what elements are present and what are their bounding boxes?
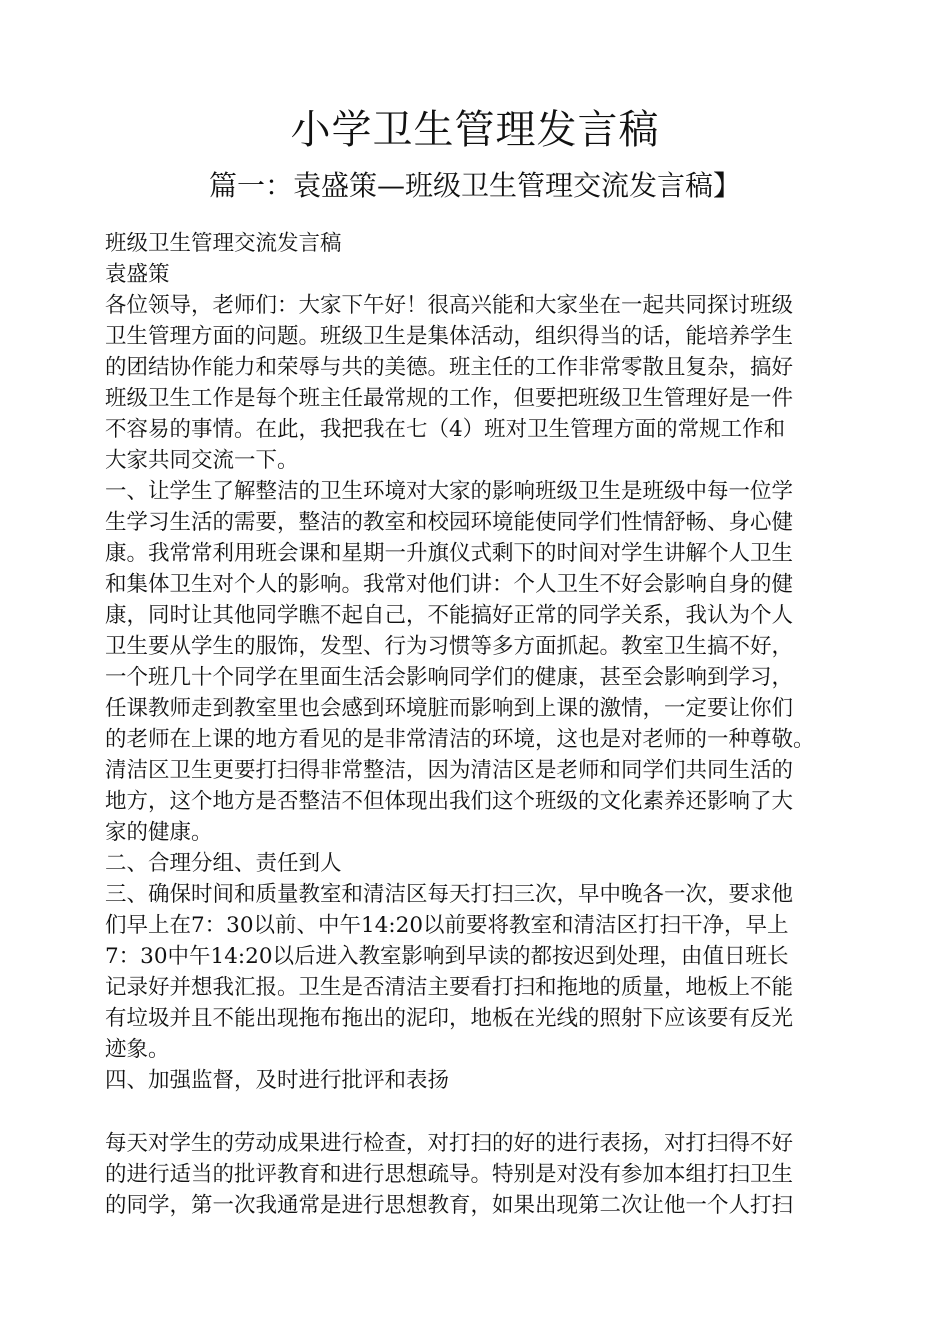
- paragraph-line: 卫生要从学生的服饰，发型、行为习惯等多方面抓起。教室卫生搞不好，: [105, 634, 794, 659]
- document-title: 小学卫生管理发言稿: [290, 107, 660, 153]
- paragraph-line: 的同学，第一次我通常是进行思想教育，如果出现第二次让他一个人打扫: [105, 1193, 794, 1218]
- paragraph-line: 不容易的事情。在此，我把我在七（4）班对卫生管理方面的常规工作和: [105, 417, 786, 442]
- paragraph-line: 卫生管理方面的问题。班级卫生是集体活动，组织得当的话，能培养学生: [105, 324, 794, 349]
- paragraph-line: 康。我常常利用班会课和星期一升旗仪式剩下的时间对学生讲解个人卫生: [105, 541, 794, 566]
- paragraph-line: 生学习生活的需要，整洁的教室和校园环境能使同学们性情舒畅、身心健: [105, 510, 794, 535]
- paragraph-line: 大家共同交流一下。: [105, 448, 299, 473]
- paragraph-line: 四、加强监督，及时进行批评和表扬: [105, 1068, 450, 1093]
- paragraph-line: 班级卫生工作是每个班主任最常规的工作，但要把班级卫生管理好是一件: [105, 386, 794, 411]
- document-body: [105, 228, 865, 1221]
- paragraph-line: 有垃圾并且不能出现拖布拖出的泥印，地板在光线的照射下应该要有反光: [105, 1006, 794, 1031]
- paragraph-line: 二、合理分组、责任到人: [105, 851, 342, 876]
- paragraph-line: 三、确保时间和质量教室和清洁区每天打扫三次，早中晚各一次，要求他: [105, 882, 794, 907]
- paragraph-line: 一、让学生了解整洁的卫生环境对大家的影响班级卫生是班级中每一位学: [105, 479, 794, 504]
- paragraph-line: 和集体卫生对个人的影响。我常对他们讲：个人卫生不好会影响自身的健: [105, 572, 794, 597]
- paragraph-line: 班级卫生管理交流发言稿: [105, 231, 342, 256]
- paragraph-gap: [105, 1096, 865, 1128]
- paragraph-line: 家的健康。: [105, 820, 213, 845]
- paragraph-line: 的老师在上课的地方看见的是非常清洁的环境，这也是对老师的一种尊敬。: [105, 727, 815, 752]
- paragraph-line: 袁盛策: [105, 262, 170, 287]
- paragraph-line: 各位领导，老师们：大家下午好！很高兴能和大家坐在一起共同探讨班级: [105, 293, 794, 318]
- paragraph-line: 的进行适当的批评教育和进行思想疏导。特别是对没有参加本组打扫卫生: [105, 1162, 794, 1187]
- paragraph-line: 记录好并想我汇报。卫生是否清洁主要看打扫和拖地的质量，地板上不能: [105, 975, 794, 1000]
- paragraph-line: 康，同时让其他同学瞧不起自己，不能搞好正常的同学关系，我认为个人: [105, 603, 794, 628]
- paragraph-line: 迹象。: [105, 1037, 170, 1062]
- paragraph-line: 们早上在7：30以前、中午14:20以前要将教室和清洁区打扫干净，早上: [105, 913, 789, 938]
- paragraph-line: 一个班几十个同学在里面生活会影响同学们的健康，甚至会影响到学习，: [105, 665, 794, 690]
- paragraph-line: 7：30中午14:20以后进入教室影响到早读的都按迟到处理，由值日班长: [105, 944, 789, 969]
- paragraph-line: 的团结协作能力和荣辱与共的美德。班主任的工作非常零散且复杂，搞好: [105, 355, 794, 380]
- paragraph-line: 地方，这个地方是否整洁不但体现出我们这个班级的文化素养还影响了大: [105, 789, 794, 814]
- paragraph-line: 清洁区卫生更要打扫得非常整洁，因为清洁区是老师和同学们共同生活的: [105, 758, 794, 783]
- paragraph-line: 每天对学生的劳动成果进行检查，对打扫的好的进行表扬，对打扫得不好: [105, 1131, 794, 1156]
- document-subtitle: 篇一：袁盛策—班级卫生管理交流发言稿】: [208, 169, 741, 202]
- paragraph-line: 任课教师走到教室里也会感到环境脏而影响到上课的激情，一定要让你们: [105, 696, 794, 721]
